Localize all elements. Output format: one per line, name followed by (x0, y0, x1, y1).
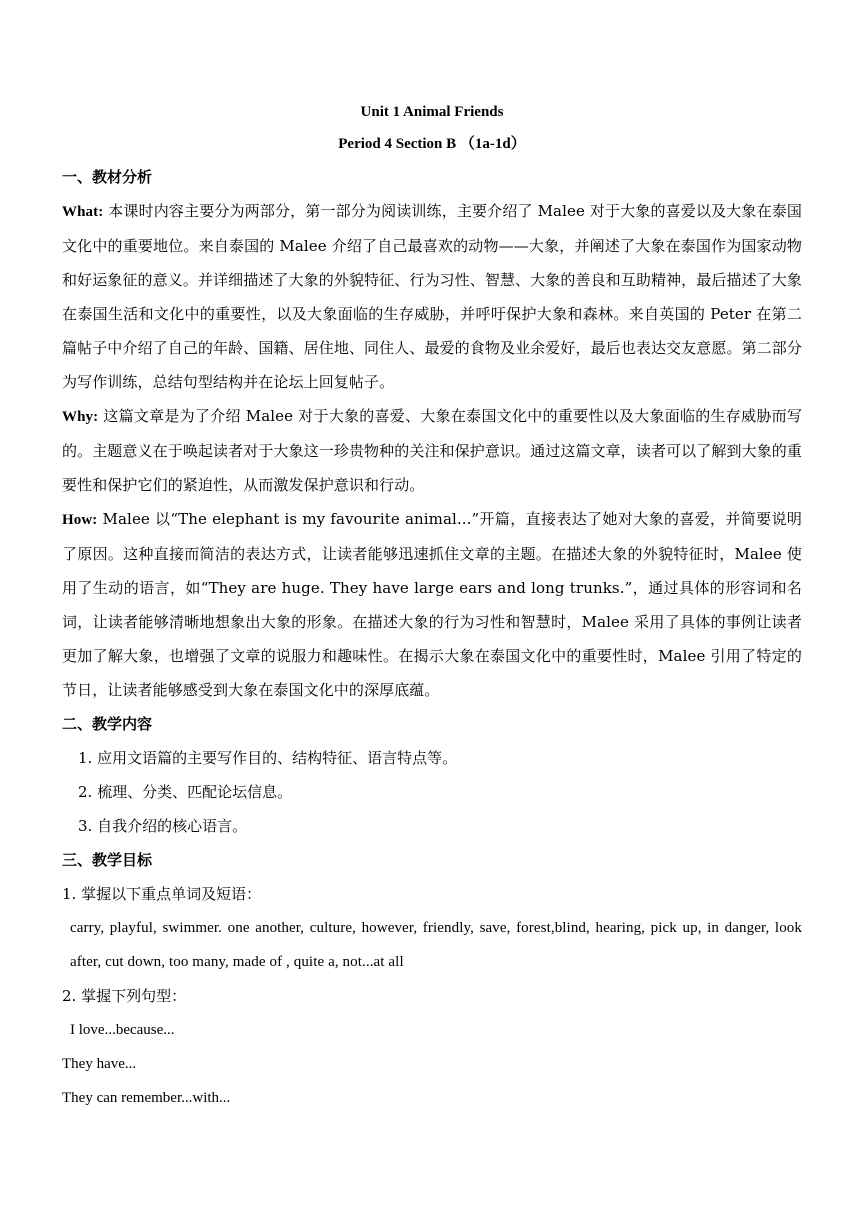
unit-title: Unit 1 Animal Friends (360, 104, 504, 120)
why-label: Why: (62, 409, 99, 425)
what-paragraph (62, 194, 802, 399)
goal-patterns-heading: 2. 掌握下列句型： (62, 987, 187, 1005)
period-title: Period 4 Section B （1a-1d） (338, 136, 526, 152)
why-text: 这篇文章是为了介绍 Malee 对于大象的喜爱、大象在泰国文化中的重要性以及大象面临的生存威胁而写的。主题意义在于唤起读者对于大象这一珍贵物种的关注和保护意识。通过这篇文章，读者可以了解到大象的重要性和保护它们的紧迫性，从而激发保护意识和行动。 (62, 407, 802, 494)
document-page (62, 96, 802, 1115)
how-paragraph (62, 502, 802, 707)
what-label: What: (62, 204, 104, 220)
vocab-list: carry, playful, swimmer. one another, culture, however, friendly, save, forest,blind, hearing, pick up, in danger, look after, cut down, too many, made of , quite a, not...at all (70, 920, 802, 970)
content-item: 2. 梳理、分类、匹配论坛信息。 (78, 783, 293, 801)
what-text: 本课时内容主要分为两部分，第一部分为阅读训练，主要介绍了 Malee 对于大象的喜爱以及大象在泰国文化中的重要地位。来自泰国的 Malee 介绍了自己最喜欢的动物——大象，并阐述了大象在泰国作为国家动物和好运象征的意义。并详细描述了大象的外貌特征、行为习性、智慧、大象的善良和互助精神，最后描述了大象在泰国生活和文化中的重要性，以及大象面临的生存威胁，并呼吁保护大象和森林。来自英国的 Peter 在第二篇帖子中介绍了自己的年龄、国籍、居住地、同住人、最爱的食物及业余爱好，最后也表达交友意愿。第二部分为写作训练，总结句型结构并在论坛上回复帖子。 (62, 202, 802, 391)
pattern-item: They have... (62, 1056, 137, 1072)
content-item: 1. 应用文语篇的主要写作目的、结构特征、语言特点等。 (78, 749, 458, 767)
why-paragraph (62, 399, 802, 502)
pattern-item: I love...because... (70, 1022, 175, 1038)
content-item: 3. 自我介绍的核心语言。 (78, 817, 248, 835)
how-label: How: (62, 512, 98, 528)
section-heading-analysis: 一、教材分析 (62, 168, 153, 186)
section-heading-content: 二、教学内容 (62, 715, 153, 733)
pattern-item: They can remember...with... (62, 1090, 231, 1106)
how-text: Malee 以“The elephant is my favourite animal...”开篇，直接表达了她对大象的喜爱，并简要说明了原因。这种直接而简洁的表达方式，让读者能够迅速抓住文章的主题。在描述大象的外貌特征时，Malee 使用了生动的语言，如“They are huge. They have large ears and long trunks.”，通过具体的形容词和名词，让读者能够清晰地想象出大象的形象。在描述大象的行为习性和智慧时，Malee 采用了具体的事例让读者更加了解大象，也增强了文章的说服力和趣味性。在揭示大象在泰国文化中的重要性时，Malee 引用了特定的节日，让读者能够感受到大象在泰国文化中的深厚底蕴。 (62, 510, 802, 699)
goal-vocab-heading: 1. 掌握以下重点单词及短语： (62, 885, 262, 903)
section-heading-goals: 三、教学目标 (62, 851, 153, 869)
